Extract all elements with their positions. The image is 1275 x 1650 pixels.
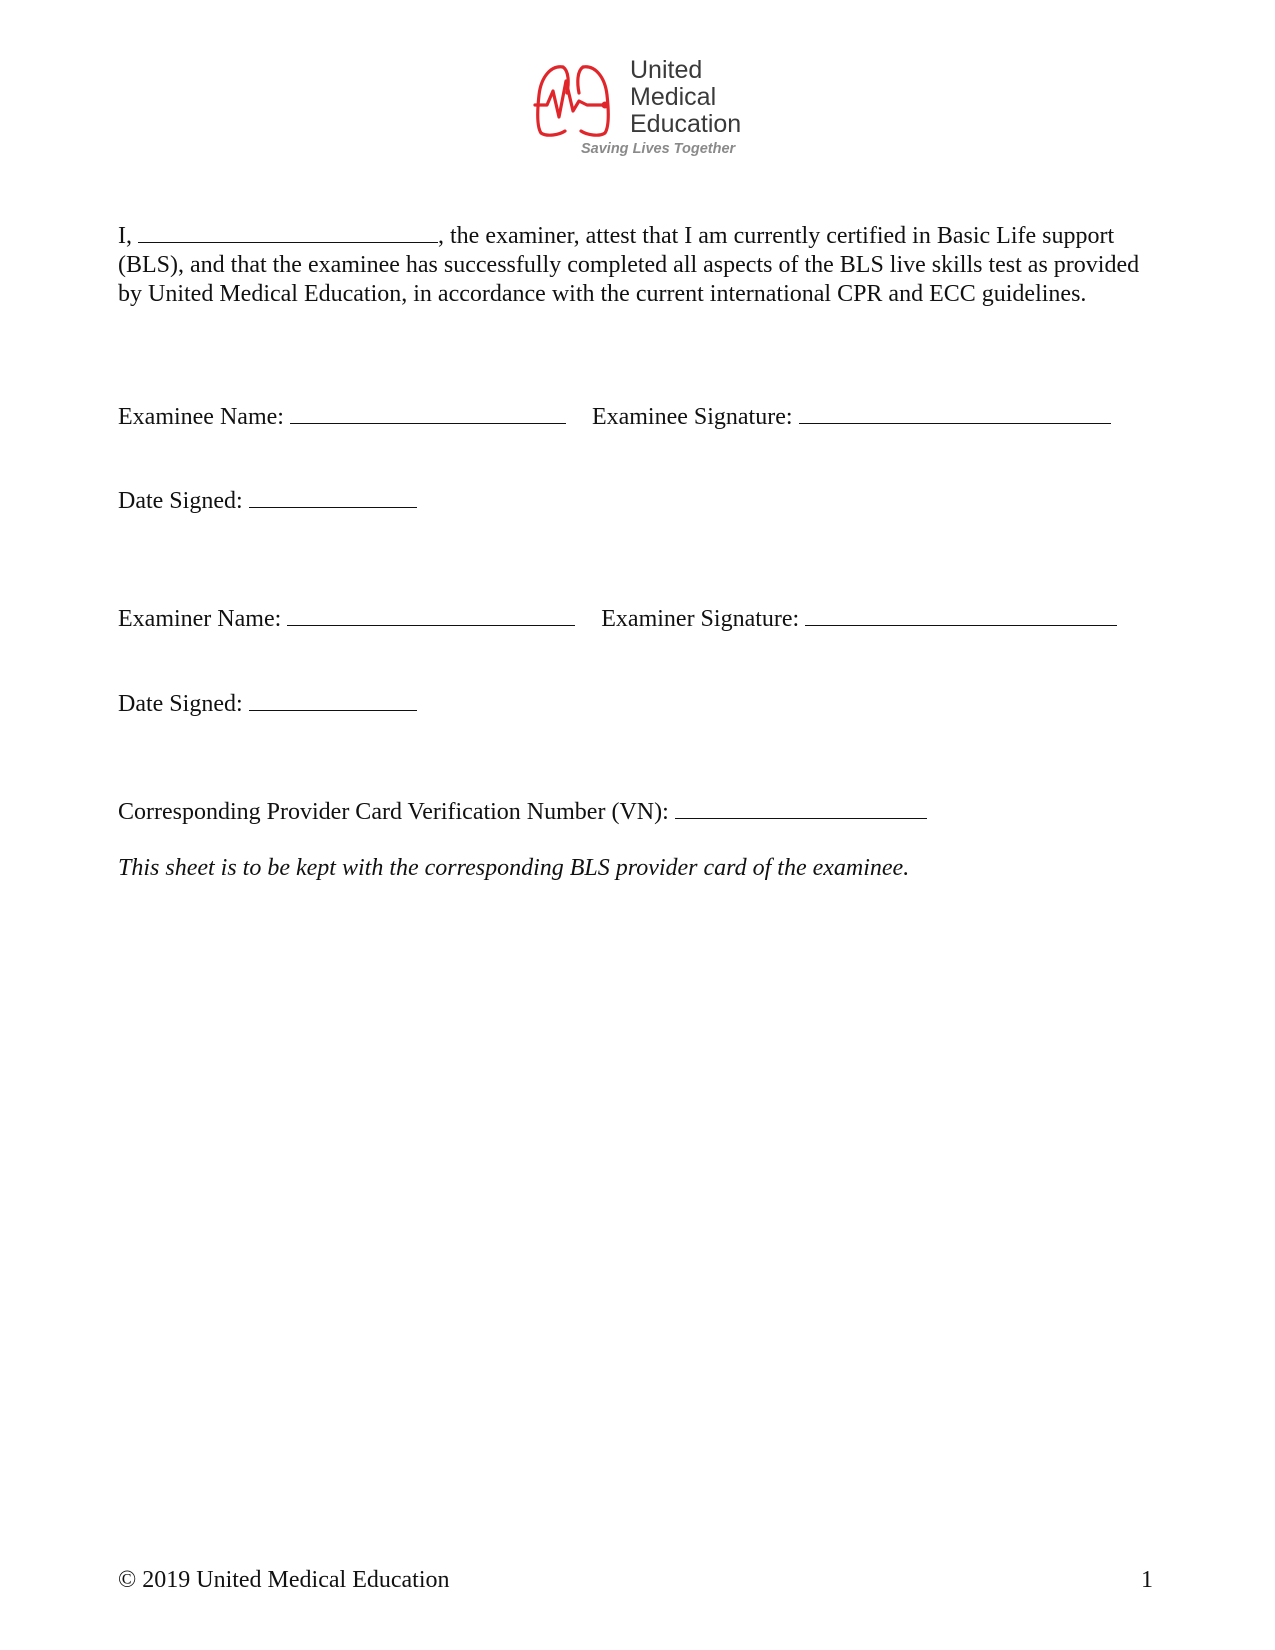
examiner-signature-label: Examiner Signature: [601,606,800,632]
logo-line-1: United [630,56,703,84]
examinee-name-field[interactable] [290,422,566,424]
examiner-name-label: Examiner Name: [118,606,282,632]
attestation-paragraph [118,222,1158,309]
examinee-row [118,403,1111,432]
examinee-date-field[interactable] [249,506,417,508]
verification-number-field[interactable] [675,817,927,819]
attestation-text: , the examiner, attest that I am currently certified in Basic Life support (BLS), and that the examinee has successfully completed all aspects of the BLS live skills test as provided by United Medical Education, in accordance with the current international CPR and ECC guidelines. [118,223,1140,307]
examinee-date-row [118,487,417,516]
company-logo [533,57,763,162]
examinee-signature-field[interactable] [799,422,1111,424]
lungs-heartbeat-icon [533,61,613,139]
verification-label: Corresponding Provider Card Verification Number (VN): [118,799,669,825]
examiner-date-row [118,690,417,719]
attestation-prefix: I, [118,223,132,249]
logo-line-2: Medical [630,83,717,111]
logo-wordmark [630,57,741,138]
examiner-date-field[interactable] [249,709,417,711]
examinee-name-label: Examinee Name: [118,404,284,430]
examiner-signature-field[interactable] [805,624,1117,626]
examinee-date-label: Date Signed: [118,488,243,514]
footer-copyright: © 2019 United Medical Education [118,1567,450,1593]
examiner-name-field[interactable] [287,624,575,626]
examinee-signature-label: Examinee Signature: [591,404,793,430]
examiner-row [118,605,1117,634]
examiner-date-label: Date Signed: [118,691,243,717]
verification-row [118,798,927,827]
instruction-note: This sheet is to be kept with the corresponding BLS provider card of the examinee. [118,855,910,881]
logo-tagline: Saving Lives Together [581,141,736,157]
logo-line-3: Education [630,110,742,138]
examiner-name-blank[interactable] [138,241,438,243]
page-number: 1 [1141,1567,1153,1593]
